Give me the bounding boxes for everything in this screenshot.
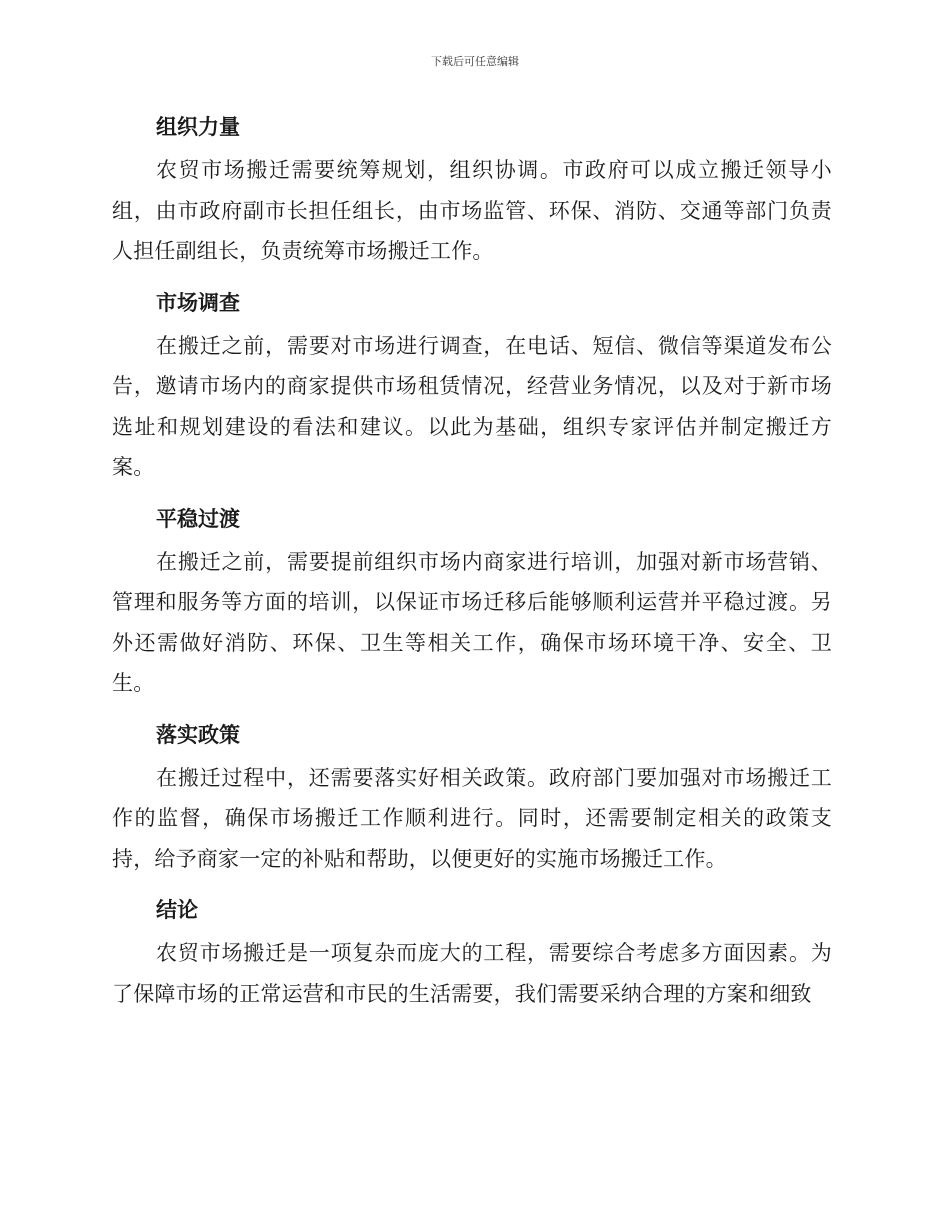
section-conclusion bbox=[112, 890, 832, 1014]
section-heading: 市场调查 bbox=[156, 290, 240, 315]
document-body bbox=[112, 107, 832, 1025]
section-paragraph: 农贸市场搬迁需要统筹规划，组织协调。市政府可以成立搬迁领导小组，由市政府副市长担任组长，由市场监管、环保、消防、交通等部门负责人担任副组长，负责统筹市场搬迁工作。 bbox=[112, 158, 832, 263]
section-paragraph: 在搬迁之前，需要对市场进行调查，在电话、短信、微信等渠道发布公告，邀请市场内的商家提供市场租赁情况，经营业务情况，以及对于新市场选址和规划建设的看法和建议。以此为基础，组织专家评估并制定搬迁方案。 bbox=[112, 333, 832, 479]
section-organization bbox=[112, 107, 832, 272]
section-paragraph: 在搬迁之前，需要提前组织市场内商家进行培训，加强对新市场营销、管理和服务等方面的培训，以保证市场迁移后能够顺利运营并平稳过渡。另外还需做好消防、环保、卫生等相关工作，确保市场环境干净、安全、卫生。 bbox=[112, 549, 832, 695]
section-smooth-transition bbox=[112, 499, 832, 704]
page-header: 下载后可任意编辑 bbox=[431, 55, 519, 68]
section-paragraph: 农贸市场搬迁是一项复杂而庞大的工程，需要综合考虑多方面因素。为了保障市场的正常运营和市民的生活需要，我们需要采纳合理的方案和细致 bbox=[112, 941, 832, 1006]
section-market-survey bbox=[112, 283, 832, 488]
section-policy bbox=[112, 715, 832, 880]
section-heading: 落实政策 bbox=[156, 722, 240, 747]
section-heading: 结论 bbox=[156, 898, 198, 922]
section-paragraph: 在搬迁过程中，还需要落实好相关政策。政府部门要加强对市场搬迁工作的监督，确保市场搬迁工作顺利进行。同时，还需要制定相关的政策支持，给予商家一定的补贴和帮助，以便更好的实施市场搬迁工作。 bbox=[112, 765, 832, 871]
section-heading: 平稳过渡 bbox=[156, 506, 240, 531]
section-heading: 组织力量 bbox=[156, 115, 240, 139]
